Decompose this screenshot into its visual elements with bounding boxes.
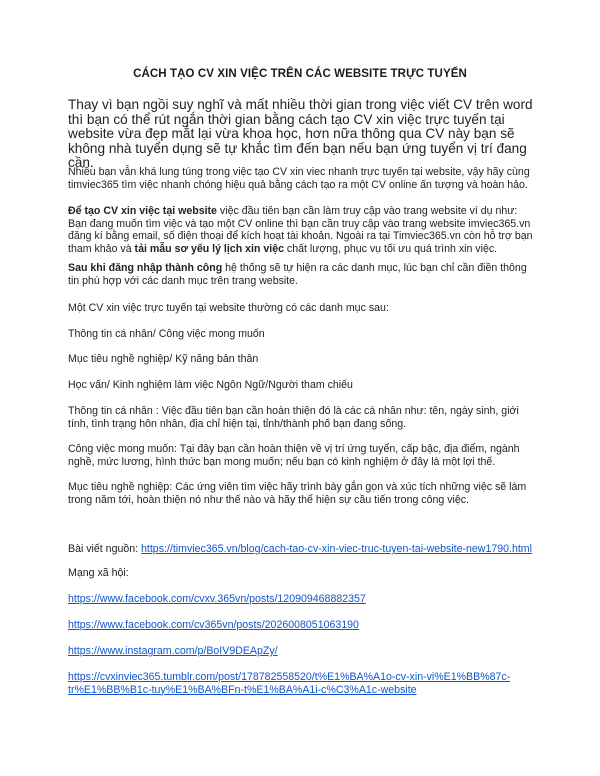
facebook-link[interactable]: https://www.facebook.com/cvxv.365vn/posts/120909468882357 (68, 593, 366, 605)
tumblr-link[interactable]: https://cvxinviec365.tumblr.com/post/178782558520/t%E1%BA%A1o-cv-xin-vi%E1%BB%87c- (68, 671, 511, 683)
source-line (68, 543, 538, 556)
facebook-link[interactable]: https://www.facebook.com/cv365vn/posts/2026008051063190 (68, 619, 359, 631)
social-link-instagram (68, 645, 538, 658)
social-link-tumblr (68, 671, 538, 696)
instagram-link[interactable]: https://www.instagram.com/p/BoIV9DEApZy/ (68, 645, 278, 657)
intro-paragraph: Thay vì bạn ngồi suy nghĩ và mất nhiều thời gian trong việc viết CV trên word thì bạn có thể rút ngắn thời gian bằng cách tạo CV xin việc trực tuyến tại website vừa đẹp mắt lại vừa khoa học, hơn nữa thông qua CV này bạn sẽ không nhà tuyển dụng sẽ tự khắc tìm đến bạn nếu bạn ứng tuyển vị trí đang cần. (68, 97, 533, 171)
list-item: Mục tiêu nghề nghiệp/ Kỹ năng bản thân (68, 353, 259, 365)
source-label: Bài viết nguồn: (68, 543, 142, 555)
paragraph-4: Một CV xin việc trực tuyến tại website thường có các danh mục sau: (68, 302, 389, 314)
social-link-facebook-1 (68, 593, 538, 606)
paragraph-2-text: việc đầu tiên bạn cần làm truy cập vào trang website ví dụ như: Bạn đang muốn tìm việc và tạo một CV online thì bạn cần truy cập vào trang website imviec365.vn đăng kí bằng email, số điện thoại để kích hoạt tài khoản. Ngoài ra tại Timviec365.vn còn hỗ trợ bạn tham khảo và (68, 205, 533, 255)
paragraph-2-bold-lead: Để tạo CV xin việc tại website (68, 205, 217, 217)
source-link[interactable]: https://timviec365.vn/blog/cach-tao-cv-xin-viec-truc-tuyen-tai-website-new1790.html (141, 543, 532, 555)
tumblr-link-continued[interactable]: tr%E1%BB%B1c-tuy%E1%BA%BFn-t%E1%BA%A1i-c%C3%A1c-website (68, 683, 417, 696)
social-label: Mạng xã hội: (68, 567, 129, 579)
page-title: CÁCH TẠO CV XIN VIỆC TRÊN CÁC WEBSITE TRỰC TUYẾN (133, 68, 467, 80)
paragraph-3 (68, 262, 538, 287)
paragraph-2-text-end: chất lượng, phục vụ tối ưu quá trình xin việc. (283, 242, 498, 255)
paragraph-6: Công việc mong muốn: Tại đây bạn cần hoàn thiện về vị trí ứng tuyển, cấp bậc, địa điểm, ngành nghề, mức lương, hình thức bạn mong muốn; nếu bạn có kinh nghiệm ở đây là một lợi thế. (68, 443, 520, 468)
paragraph-2-bold-link-text: tải mẫu sơ yếu lý lịch xin việc (134, 242, 284, 255)
paragraph-7: Mục tiêu nghề nghiệp: Các ứng viên tìm việc hãy trình bày gắn gọn và xúc tích những việc sẽ làm trong năm tới, hoàn thiện nó như thế nào và hãy thể hiện sự cầu tiến trong công việc. (68, 481, 527, 506)
paragraph-2 (68, 205, 538, 255)
list-item: Học vấn/ Kinh nghiệm làm việc Ngôn Ngữ/Người tham chiếu (68, 379, 353, 391)
paragraph-5: Thông tin cá nhân : Việc đầu tiên bạn cần hoàn thiện đó là các cá nhân như: tên, ngày sinh, giới tính, tình trạng hôn nhân, địa chỉ hiện tại, tỉnh/thành phố bạn đang sống. (68, 405, 519, 430)
paragraph-3-bold-lead: Sau khi đăng nhập thành công (68, 262, 223, 274)
paragraph-3-text: hệ thống sẽ tự hiện ra các danh mục, lúc bạn chỉ cần điền thông tin phù hợp với các danh mục trên trang website. (68, 262, 527, 287)
list-item: Thông tin cá nhân/ Công việc mong muốn (68, 328, 265, 340)
paragraph-1: Nhiều bạn vẫn khá lung túng trong việc tạo CV xin viec nhanh trực tuyến tại website, vậy hãy cùng timviec365 tìm việc nhanh chóng hiệu quả bằng cách tạo ra một CV online ấn tượng và hoàn hảo. (68, 166, 530, 191)
social-link-facebook-2 (68, 619, 538, 632)
